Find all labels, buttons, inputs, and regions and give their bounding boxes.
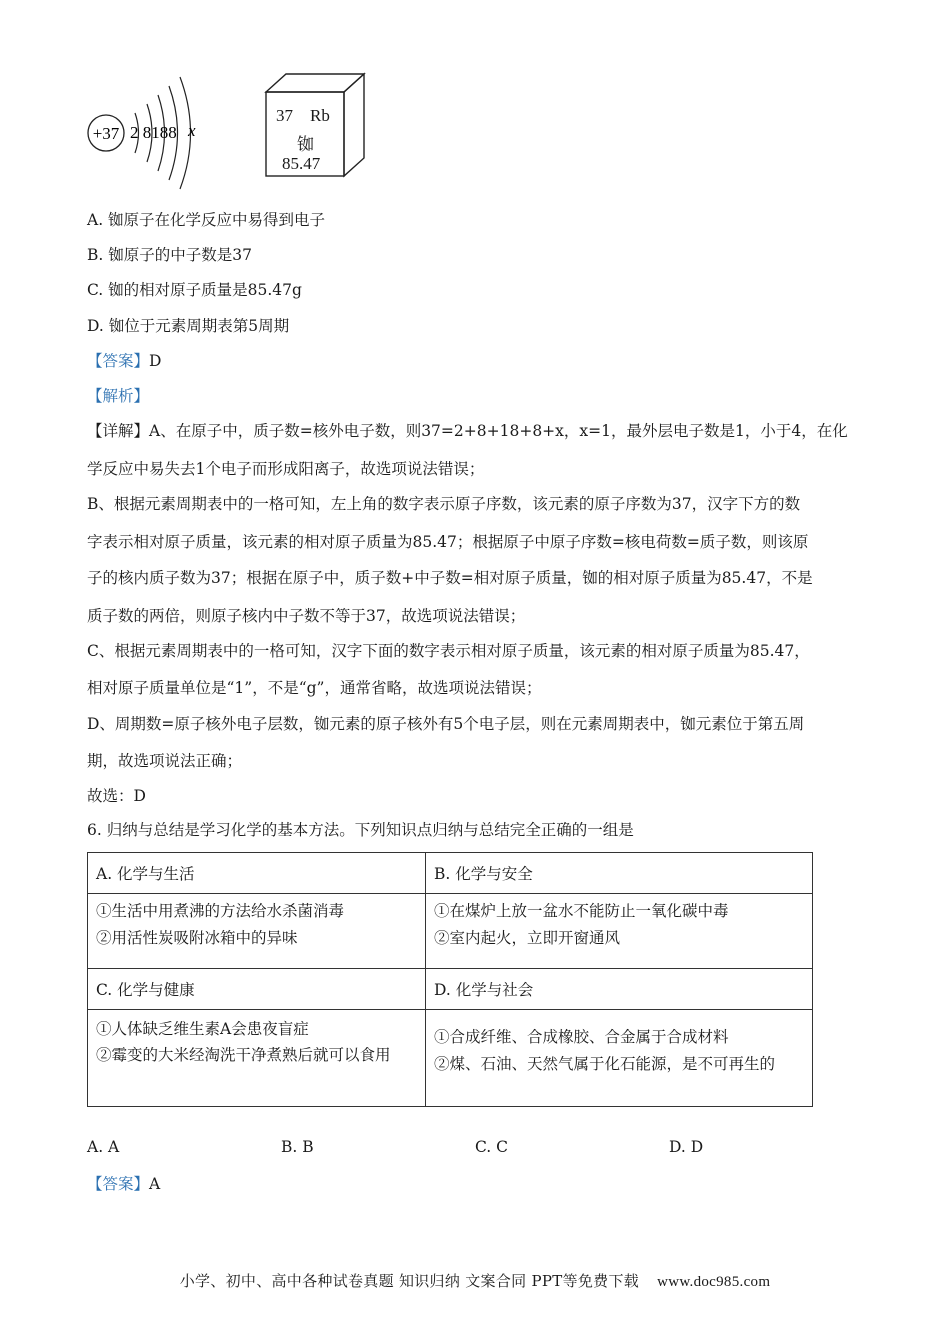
table-cell-b: ①在煤炉上放一盆水不能防止一氧化碳中毒 ②室内起火，立即开窗通风 <box>426 894 813 969</box>
outer-electrons: x <box>188 121 196 140</box>
q5-detail-line: B、根据元素周期表中的一格可知，左上角的数字表示原子序数，该元素的原子序数为37，汉字下方的数 <box>87 495 801 513</box>
table-cell-c: ①人体缺乏维生素A会患夜盲症 ②霉变的大米经淘洗干净煮熟后就可以食用 <box>88 1010 426 1107</box>
q5-conclusion: 故选：D <box>87 787 146 805</box>
table-head-b: B. 化学与安全 <box>426 853 813 894</box>
q5-answer <box>87 351 161 371</box>
electron-shells: 2 8188 <box>130 123 177 142</box>
q5-option-d: D. 铷位于元素周期表第5周期 <box>87 317 290 335</box>
q5-option-b: B. 铷原子的中子数是37 <box>87 246 252 264</box>
nucleus-charge: +37 <box>92 124 120 143</box>
detail-label: 【详解】 <box>87 422 150 440</box>
analysis-label: 【解析】 <box>87 387 150 405</box>
table-head-a: A. 化学与生活 <box>88 853 426 894</box>
q6-option-c: C. C <box>475 1138 509 1156</box>
answer-label: 【答案】 <box>87 352 150 370</box>
q5-detail-line: C、根据元素周期表中的一格可知，汉字下面的数字表示相对原子质量，该元素的相对原子质量为85.47， <box>87 642 810 660</box>
table-head-d: D. 化学与社会 <box>426 969 813 1010</box>
q5-detail-line: 期，故选项说法正确； <box>87 752 243 770</box>
table-cell-a: ①生活中用煮沸的方法给水杀菌消毒 ②用活性炭吸附冰箱中的异味 <box>88 894 426 969</box>
q5-option-a: A. 铷原子在化学反应中易得到电子 <box>87 211 326 229</box>
q5-detail-line: 质子数的两倍，则原子核内中子数不等于37，故选项说法错误； <box>87 607 526 625</box>
q5-option-c: C. 铷的相对原子质量是85.47g <box>87 281 302 299</box>
table-cell-d: ①合成纤维、合成橡胶、合金属于合成材料 ②煤、石油、天然气属于化石能源，是不可再生的 <box>426 1010 813 1107</box>
q6-option-d: D. D <box>669 1138 704 1156</box>
q6-option-a: A. A <box>87 1138 120 1156</box>
atomic-number: 37 <box>276 106 293 125</box>
answer-value: D <box>149 352 162 370</box>
q5-detail-line: 字表示相对原子质量，该元素的相对原子质量为85.47；根据原子中原子序数=核电荷数=质子数，则该原 <box>87 533 809 551</box>
periodic-table-cell <box>264 70 374 186</box>
answer-value: A <box>149 1175 161 1193</box>
q5-detail-line: D、周期数=原子核外电子层数，铷元素的原子核外有5个电子层，则在元素周期表中，铷元素位于第五周 <box>87 715 805 733</box>
atom-structure-diagram <box>86 68 216 198</box>
q6-stem: 6. 归纳与总结是学习化学的基本方法。下列知识点归纳与总结完全正确的一组是 <box>87 821 634 839</box>
rubidium-figure <box>86 68 406 198</box>
q5-detail-line: 【详解】A、在原子中，质子数=核外电子数，则37=2+8+18+8+x，x=1，最外层电子数是1，小于4，在化 <box>87 422 848 440</box>
atomic-mass: 85.47 <box>282 154 321 173</box>
q5-analysis-heading <box>87 386 149 406</box>
page-footer <box>0 1270 950 1291</box>
element-symbol: Rb <box>310 106 330 125</box>
footer-url[interactable]: www.doc985.com <box>657 1274 771 1290</box>
knowledge-table <box>87 852 813 1107</box>
footer-text: 小学、初中、高中各种试卷真题 知识归纳 文案合同 PPT等免费下载 <box>179 1272 640 1290</box>
q6-option-b: B. B <box>281 1138 314 1156</box>
q5-detail-line: 学反应中易失去1个电子而形成阳离子，故选项说法错误； <box>87 460 485 478</box>
q6-answer <box>87 1174 160 1194</box>
q5-detail-line: 子的核内质子数为37；根据在原子中，质子数+中子数=相对原子质量，铷的相对原子质量为85.47，不是 <box>87 569 813 587</box>
answer-label: 【答案】 <box>87 1175 150 1193</box>
table-head-c: C. 化学与健康 <box>88 969 426 1010</box>
q5-detail-line: 相对原子质量单位是“1”，不是“g”，通常省略，故选项说法错误； <box>87 679 542 697</box>
element-name: 铷 <box>297 135 314 154</box>
